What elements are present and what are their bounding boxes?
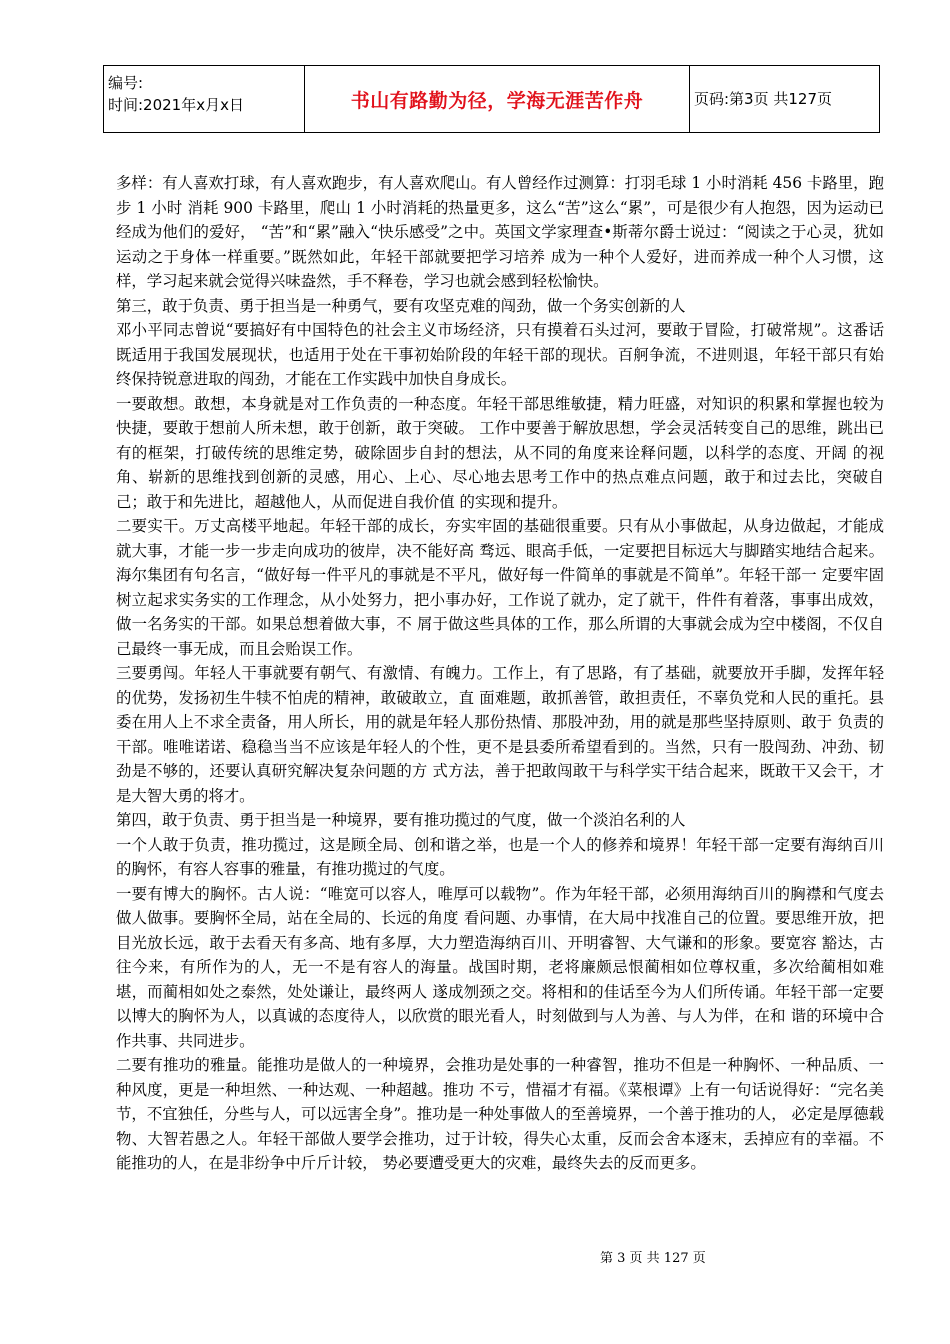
paragraph: 三要勇闯。年轻人干事就要有朝气、有激情、有魄力。工作上，有了思路，有了基础，就要放开手脚，发挥年轻的优势，发扬初生牛犊不怕虎的精神，敢破敢立，直 面难题，敢抓善管，敢担责任，不辜负党和人民的重托。县委在用人上不求全责备，用人所长，用的就是年轻人那份热情、那股冲劲，用的就是那些坚持原则、敢于 负责的干部。唯唯诺诺、稳稳当当不应该是年轻人的个性，更不是县委所希望看到的。当然，只有一股闯劲、冲劲、韧劲是不够的，还要认真研究解决复杂问题的方 式方法，善于把敢闯敢干与科学实干结合起来，既敢干又会干，才是大智大勇的将才。 — [116, 664, 884, 805]
section-heading: 第三，敢于负责、勇于担当是一种勇气，要有攻坚克难的闯劲，做一个务实创新的人 — [116, 296, 686, 315]
paragraph: 邓小平同志曾说“要搞好有中国特色的社会主义市场经济，只有摸着石头过河，要敢于冒险，打破常规”。这番话既适用于我国发展现状，也适用于处在干事初始阶段的年轻干部的现状。百舸争流，不进则退，年轻干部只有始终保持锐意进取的闯劲，才能在工作实践中加快自身成长。 — [116, 321, 884, 388]
paragraph: 一个人敢于负责，推功揽过，这是顾全局、创和谐之举，也是一个人的修养和境界！年轻干部一定要有海纳百川的胸怀，有容人容事的雅量，有推功揽过的气度。 — [116, 835, 884, 878]
header-page-cell — [690, 66, 879, 132]
page-footer: 第 3 页 共 127 页 — [600, 1251, 706, 1266]
header-motto-cell — [305, 66, 690, 132]
document-number-label: 编号: — [108, 74, 144, 92]
paragraph: 多样：有人喜欢打球，有人喜欢跑步，有人喜欢爬山。有人曾经作过测算：打羽毛球 1 小时消耗 456 卡路里，跑步 1 小时 消耗 900 卡路里，爬山 1 小时消耗的热量更多，这么“苦”这么“累”，可是很少有人抱怨，因为运动已经成为他们的爱好， “苦”和“累”融入“快乐感受”之中。英国文学家理查•斯蒂尔爵士说过：“阅读之于心灵，犹如运动之于身体一样重要。”既然如此，年轻干部就要把学习培养 成为一种个人爱好，进而养成一种个人习惯，这样，学习起来就会觉得兴味盎然，手不释卷，学习也就会感到轻松愉快。 — [116, 174, 884, 290]
header-table — [103, 65, 880, 133]
motto-text: 书山有路勤为径，学海无涯苦作舟 — [350, 89, 644, 112]
paragraph: 一要有博大的胸怀。古人说：“唯宽可以容人，唯厚可以载物”。作为年轻干部，必须用海纳百川的胸襟和气度去做人做事。要胸怀全局，站在全局的、长远的角度 看问题、办事情，在大局中找准自己的位置。要思维开放，把目光放长远，敢于去看天有多高、地有多厚，大力塑造海纳百川、开明睿智、大气谦和的形象。要宽容 豁达，古往今来，有所作为的人，无一不是有容人的海量。战国时期，老将廉颇忌恨蔺相如位尊权重，多次给蔺相如难堪，而蔺相如处之泰然，处处谦让，最终两人 遂成刎颈之交。将相和的佳话至今为人们所传诵。年轻干部一定要以博大的胸怀为人，以真诚的态度待人，以欣赏的眼光看人，时刻做到与人为善、与人为伴，在和 谐的环境中合作共事、共同进步。 — [116, 884, 884, 1050]
document-time-label: 时间:2021年x月x日 — [108, 96, 244, 114]
paragraph: 二要有推功的雅量。能推功是做人的一种境界，会推功是处事的一种睿智，推功不但是一种胸怀、一种品质、一种风度，更是一种坦然、一种达观、一种超越。推功 不亏，惜福才有福。《菜根谭》上有一句话说得好：“完名美节，不宜独任，分些与人，可以远害全身”。推功是一种处事做人的至善境界，一个善于推功的人， 必定是厚德载物、大智若愚之人。年轻干部做人要学会推功，过于计较，得失心太重，反而会舍本逐末，丢掉应有的幸福。不能推功的人，在是非纷争中斤斤计较， 势必要遭受更大的灾难，最终失去的反而更多。 — [116, 1056, 884, 1172]
document-body — [116, 171, 884, 1176]
page-info-label: 页码:第3页 共127页 — [694, 90, 832, 108]
paragraph: 一要敢想。敢想，本身就是对工作负责的一种态度。年轻干部思维敏捷，精力旺盛，对知识的积累和掌握也较为快捷，要敢于想前人所未想，敢于创新，敢于突破。 工作中要善于解放思想，学会灵活转变自己的思维，跳出已有的框架，打破传统的思维定势，破除固步自封的想法，从不同的角度来诠释问题，以科学的态度、开阔 的视角、崭新的思维找到创新的灵感，用心、上心、尽心地去思考工作中的热点难点问题，敢于和过去比，突破自己；敢于和先进比，超越他人，从而促进自我价值 的实现和提升。 — [116, 394, 884, 511]
paragraph: 二要实干。万丈高楼平地起。年轻干部的成长，夯实牢固的基础很重要。只有从小事做起，从身边做起，才能成就大事，才能一步一步走向成功的彼岸，决不能好高 骛远、眼高手低，一定要把目标远大与脚踏实地结合起来。海尔集团有句名言，“做好每一件平凡的事就是不平凡，做好每一件简单的事就是不简单”。年轻干部一 定要牢固树立起求实务实的工作理念，从小处努力，把小事办好，工作说了就办，定了就干，件件有着落，事事出成效，做一名务实的干部。如果总想着做大事，不 屑于做这些具体的工作，那么所谓的大事就会成为空中楼阁，不仅自己最终一事无成，而且会贻误工作。 — [116, 517, 884, 658]
section-heading: 第四，敢于负责、勇于担当是一种境界，要有推功揽过的气度，做一个淡泊名利的人 — [116, 811, 686, 829]
header-info-cell — [104, 66, 305, 132]
